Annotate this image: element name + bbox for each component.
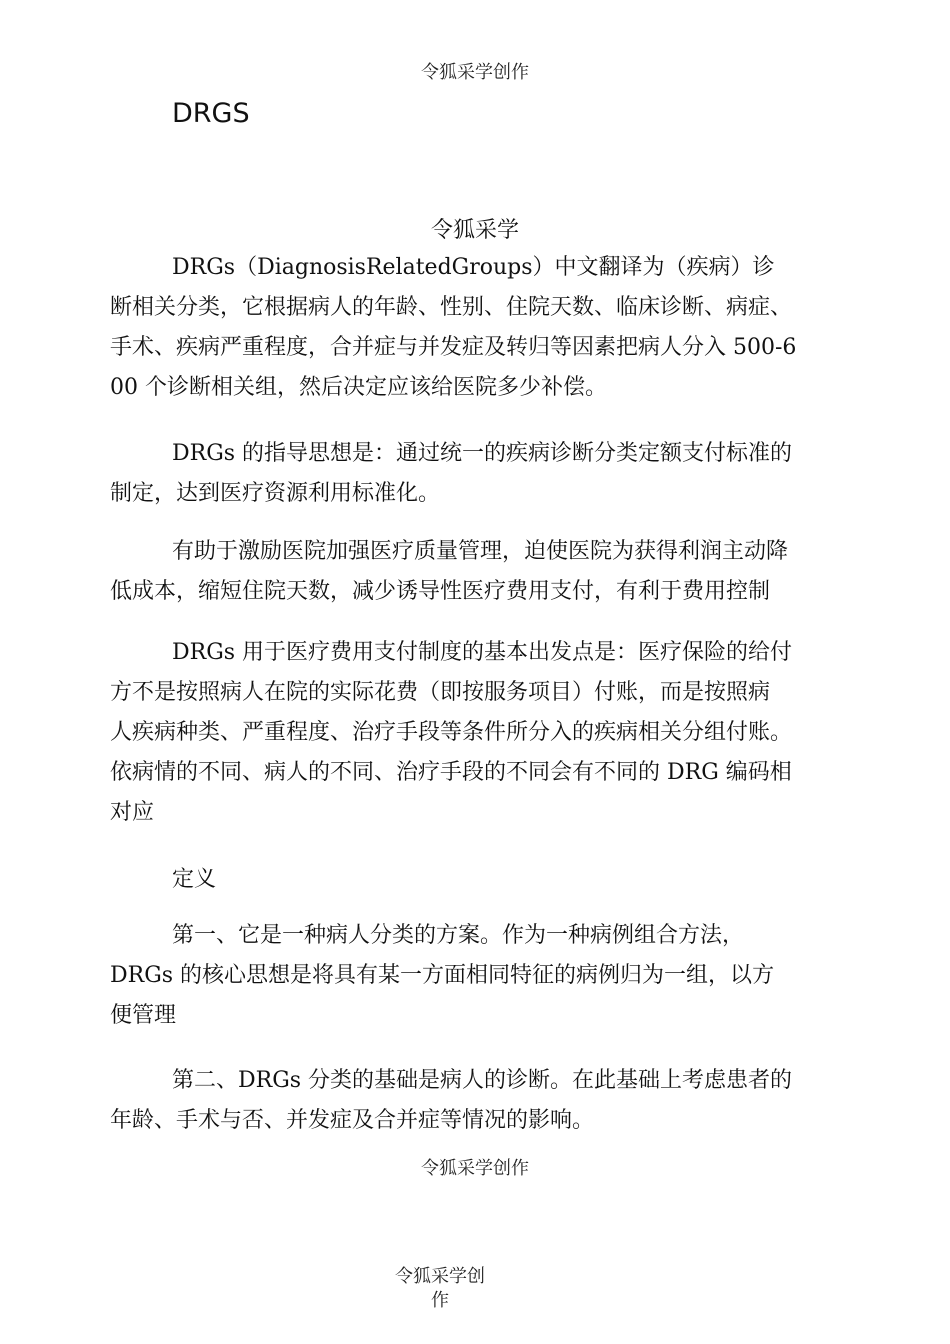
paragraph-line: 手术、疾病严重程度，合并症与并发症及转归等因素把病人分入 500-6: [110, 335, 797, 360]
paragraph-line: 人疾病种类、严重程度、治疗手段等条件所分入的疾病相关分组付账。: [110, 720, 793, 745]
paragraph-line: DRGs 的核心思想是将具有某一方面相同特征的病例归为一组，以方: [110, 963, 775, 988]
paragraph-line: 对应: [110, 800, 155, 825]
paragraph-line: 方不是按照病人在院的实际花费（即按服务项目）付账，而是按照病: [110, 680, 771, 705]
paragraph-line: 年龄、手术与否、并发症及合并症等情况的影响。: [110, 1108, 595, 1133]
bottom-stamp: 令狐采学创作: [395, 1266, 485, 1311]
paragraph-guiding-idea: [110, 434, 880, 514]
paragraph-line: 依病情的不同、病人的不同、治疗手段的不同会有不同的 DRG 编码相: [110, 760, 792, 785]
paragraph-line: 低成本，缩短住院天数，减少诱导性医疗费用支付，有利于费用控制: [110, 579, 771, 604]
paragraph-line: 第二、DRGs 分类的基础是病人的诊断。在此基础上考虑患者的: [172, 1068, 793, 1093]
paragraph-line: 第一、它是一种病人分类的方案。作为一种病例组合方法，: [172, 923, 745, 948]
paragraph-line: 便管理: [110, 1003, 177, 1028]
paragraph-line: DRGs 的指导思想是：通过统一的疾病诊断分类定额支付标准的: [172, 441, 793, 466]
paragraph-definition-first: [110, 916, 880, 1036]
paragraph-drgs-intro: [110, 248, 880, 408]
paragraph-benefits: [110, 532, 880, 612]
paragraph-line: DRGs 用于医疗费用支付制度的基本出发点是：医疗保险的给付: [172, 640, 793, 665]
paragraph-definition-second: [110, 1061, 880, 1141]
paragraph-line: 00 个诊断相关组，然后决定应该给医院多少补偿。: [110, 375, 607, 400]
paragraph-line: 断相关分类，它根据病人的年龄、性别、住院天数、临床诊断、病症、: [110, 295, 793, 320]
paragraph-line: DRGs（DiagnosisRelatedGroups）中文翻译为（疾病）诊: [172, 255, 775, 280]
paragraph-payment-basis: [110, 633, 880, 833]
document-title: DRGS: [172, 98, 250, 129]
page-footer: 令狐采学创作: [421, 1158, 529, 1179]
paragraph-line: 有助于激励医院加强医疗质量管理，迫使医院为获得利润主动降: [172, 539, 789, 564]
author-line: 令狐采学: [430, 218, 519, 243]
section-heading-definition: 定义: [172, 867, 217, 892]
paragraph-line: 制定，达到医疗资源利用标准化。: [110, 481, 441, 506]
page-header: 令狐采学创作: [421, 62, 529, 83]
